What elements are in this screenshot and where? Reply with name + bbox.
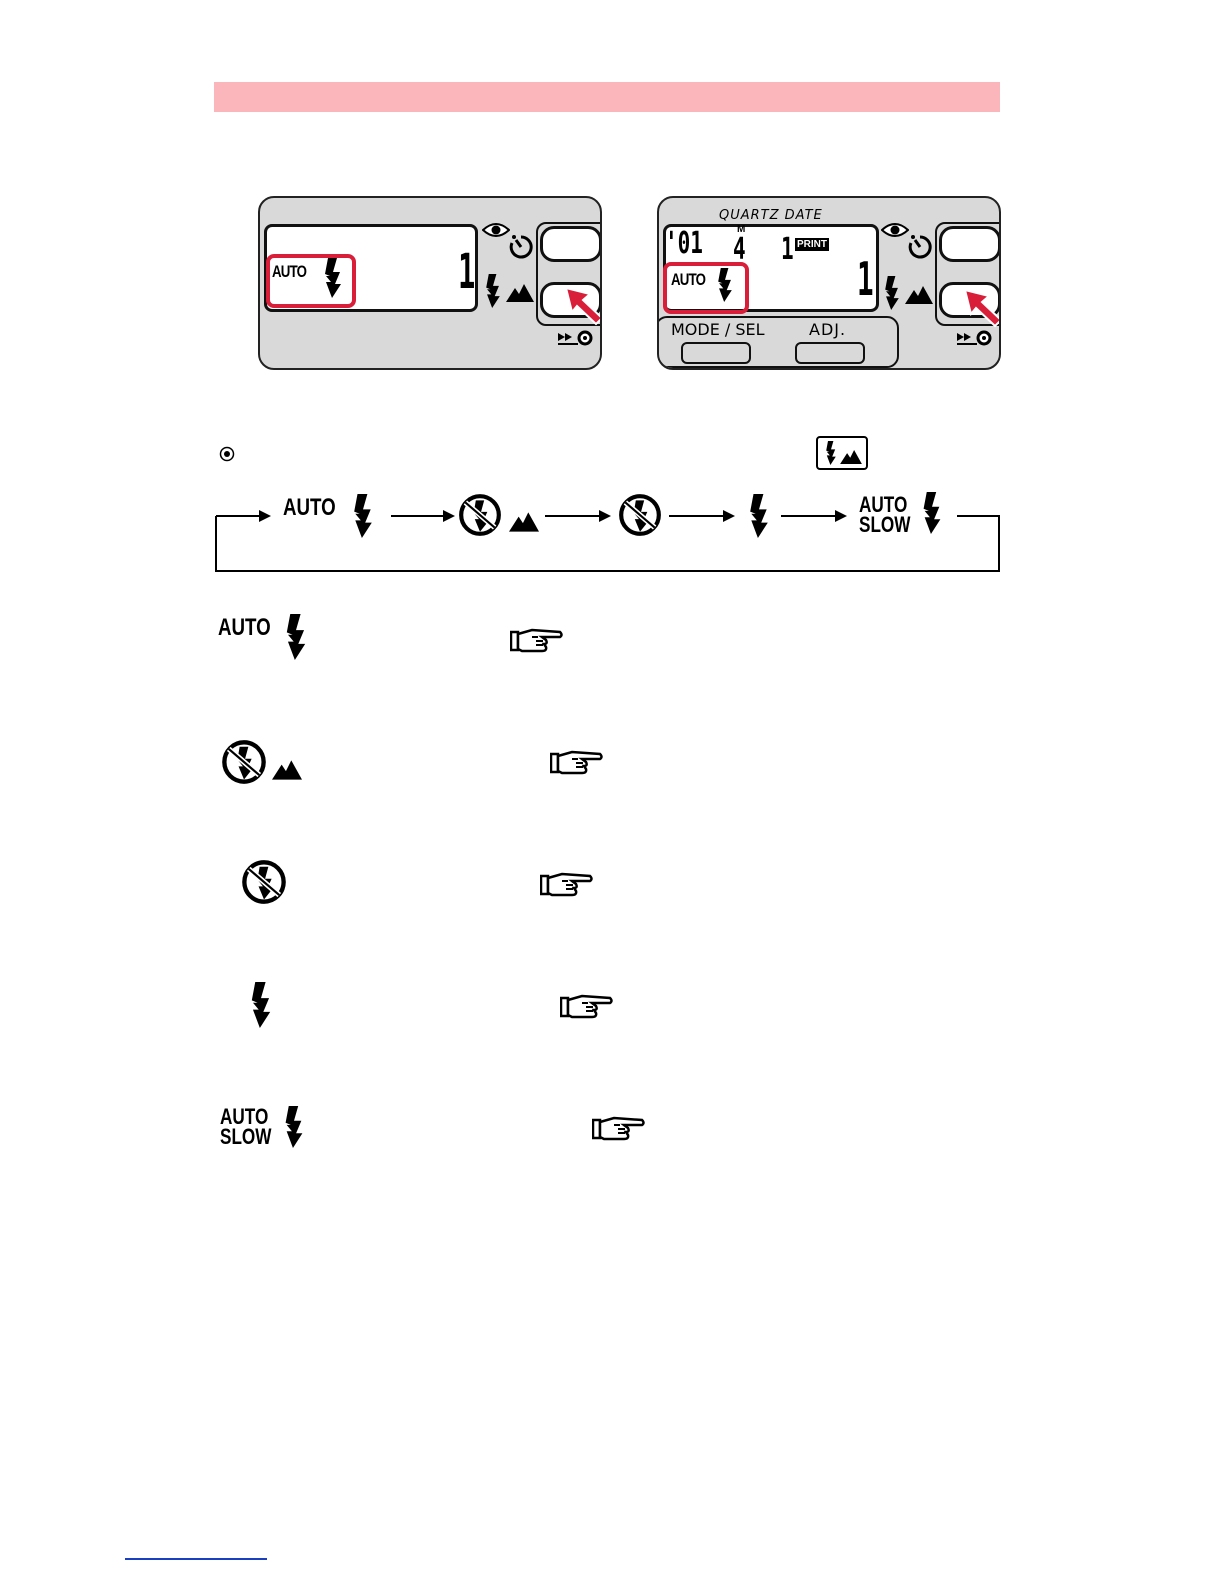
rewind-icon: [558, 330, 594, 346]
lcd-flash-icon: [322, 258, 344, 298]
flash-mode-cycle-diagram: [215, 490, 1001, 572]
adj-button[interactable]: [795, 342, 865, 364]
flow-auto-slow-top: AUTO: [859, 492, 908, 517]
section-header-bar: [214, 82, 1000, 112]
print-badge: PRINT: [797, 239, 827, 250]
flash-icon-label: [484, 274, 502, 308]
page-reference-icon: [540, 870, 594, 898]
note-bullet-icon: [219, 446, 235, 462]
date-day: 1: [781, 232, 794, 267]
flash-landscape-button-icon: [816, 436, 868, 470]
landscape-icon-label: [506, 284, 534, 302]
camera-panel-left: [258, 196, 602, 370]
red-eye-icon: [482, 222, 510, 238]
rewind-icon: [957, 330, 993, 346]
flow-landscape-icon: [509, 512, 539, 532]
flash-off-icon: [220, 738, 268, 786]
page-reference-icon: [510, 626, 564, 654]
red-eye-timer-button[interactable]: [939, 226, 1001, 262]
frame-counter: 1: [857, 252, 874, 306]
flow-fill-flash-icon: [747, 494, 771, 538]
mode-auto-slow-top: AUTO: [220, 1104, 269, 1129]
mode-auto-slow-bottom: SLOW: [220, 1124, 272, 1149]
flow-auto-label: AUTO: [283, 494, 336, 521]
fill-flash-icon: [248, 982, 274, 1028]
quartz-date-label: QUARTZ DATE: [719, 208, 823, 223]
red-eye-timer-button[interactable]: [540, 226, 602, 262]
flash-cancel-icon: [240, 858, 288, 906]
flow-flash-cancel-icon: [617, 492, 663, 538]
auto-flash-icon: [284, 614, 308, 660]
page-reference-icon: [550, 748, 604, 776]
page-reference-icon: [560, 992, 614, 1020]
self-timer-icon: [508, 234, 534, 260]
date-month: 4: [733, 232, 746, 267]
adj-label: ADJ.: [809, 320, 847, 339]
flow-slow-flash-icon: [921, 492, 943, 534]
mode-sel-button[interactable]: [681, 342, 751, 364]
flash-icon-label: [883, 276, 901, 310]
red-eye-icon: [881, 222, 909, 238]
self-timer-icon: [907, 234, 933, 260]
mode-auto-label: AUTO: [218, 614, 271, 641]
flow-auto-slow-bottom: SLOW: [859, 512, 911, 537]
flow-auto-flash-icon: [351, 494, 375, 538]
mode-sel-label: MODE / SEL: [671, 320, 765, 339]
footer-rule: [125, 1558, 267, 1560]
date-year: '01: [665, 226, 703, 261]
date-month-marker: M: [737, 224, 746, 235]
press-arrow-icon: [564, 286, 602, 326]
page-reference-icon: [592, 1114, 646, 1142]
slow-flash-icon: [282, 1106, 306, 1148]
landscape-icon: [272, 760, 302, 780]
press-arrow-icon: [963, 288, 1001, 328]
landscape-icon-label: [905, 286, 933, 304]
frame-counter: 1: [458, 244, 476, 300]
lcd-auto-label: AUTO: [272, 262, 307, 281]
flow-flash-off-icon: [457, 492, 503, 538]
lcd-flash-icon: [715, 268, 735, 302]
lcd-auto-label: AUTO: [671, 270, 706, 289]
camera-panel-right: [657, 196, 1001, 370]
